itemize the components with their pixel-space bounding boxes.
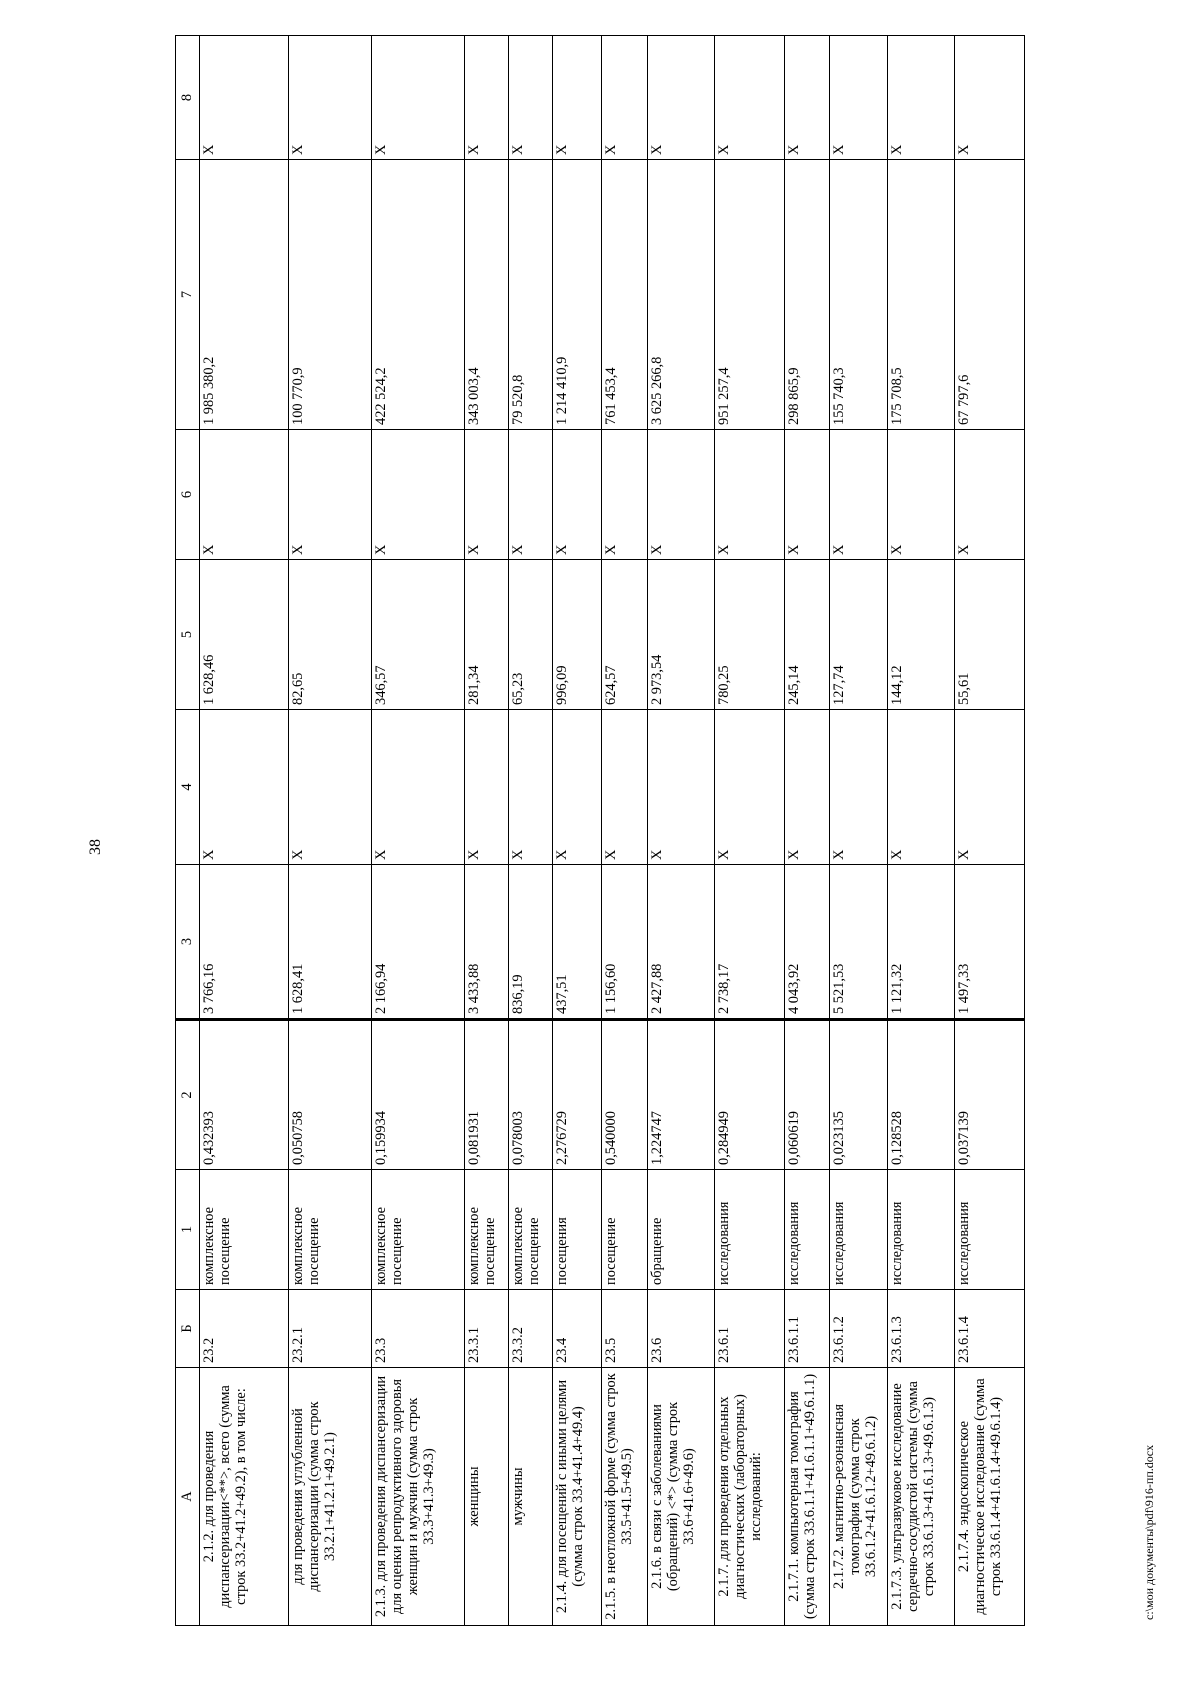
table-cell: исследования [715, 1170, 785, 1290]
header-cell: 8 [176, 36, 200, 160]
table-cell: 23.6.1.2 [830, 1290, 887, 1368]
table-cell: Х [601, 430, 647, 560]
table-cell: Х [830, 36, 887, 160]
table-cell: исследования [830, 1170, 887, 1290]
table-row [601, 36, 647, 1626]
table-cell: 23.3.1 [465, 1290, 509, 1368]
table-cell: 127,74 [830, 560, 887, 710]
header-cell: 1 [176, 1170, 200, 1290]
table-cell: 0,128528 [887, 1020, 955, 1170]
table-cell: Х [199, 430, 288, 560]
table-cell: 2.1.3. для проведения диспансеризации для оценки репродуктивного здоровья женщин и мужчин (сумма строк 33.3+41.3+49.3) [371, 1368, 464, 1626]
table-row [785, 36, 830, 1626]
table-cell: 0,159934 [371, 1020, 464, 1170]
table-cell: 437,51 [553, 865, 601, 1020]
table-cell: 23.6.1.3 [887, 1290, 955, 1368]
table-row [553, 36, 601, 1626]
table-cell: комплексное посещение [465, 1170, 509, 1290]
table-cell: 0,284949 [715, 1020, 785, 1170]
table-cell: 0,081931 [465, 1020, 509, 1170]
table-cell: Х [647, 710, 715, 865]
table-cell: 0,023135 [830, 1020, 887, 1170]
table-cell: исследования [785, 1170, 830, 1290]
table-cell: Х [509, 710, 553, 865]
table-cell: Х [553, 710, 601, 865]
table-cell: 422 524,2 [371, 160, 464, 430]
table-cell: Х [553, 36, 601, 160]
table-cell: 2.1.4. для посещений с иными целями (сумма строк 33.4+41.4+49.4) [553, 1368, 601, 1626]
table-cell: 2,276729 [553, 1020, 601, 1170]
data-table-rotated [175, 36, 1025, 1626]
table-row [887, 36, 955, 1626]
table-cell: Х [785, 430, 830, 560]
table-cell: Х [509, 430, 553, 560]
table-cell: Х [465, 430, 509, 560]
table-cell: Х [955, 36, 1025, 160]
table-cell: 23.6.1 [715, 1290, 785, 1368]
table-cell: Х [288, 430, 371, 560]
table-cell: Х [647, 430, 715, 560]
table-cell: Х [715, 36, 785, 160]
table-cell: исследования [955, 1170, 1025, 1290]
table-cell: Х [465, 710, 509, 865]
table-cell: мужчины [509, 1368, 553, 1626]
table-cell: Х [830, 430, 887, 560]
table-cell: посещения [553, 1170, 601, 1290]
table-cell: 23.6.1.1 [785, 1290, 830, 1368]
table-cell: Х [785, 710, 830, 865]
table-cell: 23.2.1 [288, 1290, 371, 1368]
page-number: 38 [87, 839, 104, 855]
table-cell: 23.4 [553, 1290, 601, 1368]
table-row [199, 36, 288, 1626]
header-cell: 5 [176, 560, 200, 710]
table-cell: Х [715, 430, 785, 560]
table-cell: 343 003,4 [465, 160, 509, 430]
table-cell: 2 973,54 [647, 560, 715, 710]
table-cell: Х [830, 710, 887, 865]
table-cell: Х [887, 430, 955, 560]
table-cell: 836,19 [509, 865, 553, 1020]
table-cell: 2 738,17 [715, 865, 785, 1020]
table-cell: 281,34 [465, 560, 509, 710]
table-cell: Х [288, 710, 371, 865]
table-cell: Х [955, 430, 1025, 560]
header-cell: 4 [176, 710, 200, 865]
table-cell: Х [785, 36, 830, 160]
table-cell: 79 520,8 [509, 160, 553, 430]
footer-path: c:\мои документы\pdf\916-пп.docx [1142, 1444, 1156, 1620]
table-cell: для проведения углубленной диспансеризации (сумма строк 33.2.1+41.2.1+49.2.1) [288, 1368, 371, 1626]
table-cell: Х [371, 36, 464, 160]
table-cell: 2 166,94 [371, 865, 464, 1020]
table-row [955, 36, 1025, 1626]
table-cell: Х [199, 36, 288, 160]
table-cell: 2.1.7.4. эндоскопическое диагностическое исследование (сумма строк 33.6.1.4+41.6.1.4+49.6.1.4) [955, 1368, 1025, 1626]
table-row [465, 36, 509, 1626]
table-cell: 67 797,6 [955, 160, 1025, 430]
table-cell: 4 043,92 [785, 865, 830, 1020]
table-cell: 175 708,5 [887, 160, 955, 430]
table-cell: 1 628,41 [288, 865, 371, 1020]
table-cell: 144,12 [887, 560, 955, 710]
table-cell: 23.3 [371, 1290, 464, 1368]
table-cell: 2.1.7.1. компьютерная томография (сумма строк 33.6.1.1+41.6.1.1+49.6.1.1) [785, 1368, 830, 1626]
table-cell: 23.3.2 [509, 1290, 553, 1368]
header-row [176, 36, 200, 1626]
table-cell: 3 766,16 [199, 865, 288, 1020]
table-cell: 2.1.5. в неотложной форме (сумма строк 33.5+41.5+49.5) [601, 1368, 647, 1626]
table-cell: Х [647, 36, 715, 160]
table-cell: 82,65 [288, 560, 371, 710]
table-cell: комплексное посещение [288, 1170, 371, 1290]
table-cell: Х [553, 430, 601, 560]
table-cell: Х [887, 710, 955, 865]
table-cell: 2 427,88 [647, 865, 715, 1020]
table-cell: 2.1.7. для проведения отдельных диагностических (лабораторных) исследований: [715, 1368, 785, 1626]
header-cell: 3 [176, 865, 200, 1020]
table-cell: 1,224747 [647, 1020, 715, 1170]
table-cell: обращение [647, 1170, 715, 1290]
table-cell: Х [288, 36, 371, 160]
table-cell: 0,037139 [955, 1020, 1025, 1170]
table-cell: 245,14 [785, 560, 830, 710]
table-cell: 780,25 [715, 560, 785, 710]
table-cell: 346,57 [371, 560, 464, 710]
table-cell: Х [509, 36, 553, 160]
table-cell: Х [601, 710, 647, 865]
table-cell: 65,23 [509, 560, 553, 710]
table-cell: Х [465, 36, 509, 160]
table-cell: 23.5 [601, 1290, 647, 1368]
table-cell: 5 521,53 [830, 865, 887, 1020]
table-cell: Х [601, 36, 647, 160]
table-cell: 2.1.6. в связи с заболеваниями (обращений) <*> (сумма строк 33.6+41.6+49.6) [647, 1368, 715, 1626]
table-cell: 1 121,32 [887, 865, 955, 1020]
table-cell: 1 628,46 [199, 560, 288, 710]
table-row [288, 36, 371, 1626]
header-cell: Б [176, 1290, 200, 1368]
table-cell: 155 740,3 [830, 160, 887, 430]
table-cell: 1 497,33 [955, 865, 1025, 1020]
table-row [647, 36, 715, 1626]
table-cell: 951 257,4 [715, 160, 785, 430]
table-cell: 1 985 380,2 [199, 160, 288, 430]
table-cell: Х [715, 710, 785, 865]
header-cell: 2 [176, 1020, 200, 1170]
table-cell: женщины [465, 1368, 509, 1626]
table-cell: Х [371, 430, 464, 560]
table-cell: 23.6.1.4 [955, 1290, 1025, 1368]
table-row [509, 36, 553, 1626]
table-cell: 0,078003 [509, 1020, 553, 1170]
table-cell: 761 453,4 [601, 160, 647, 430]
table-cell: Х [199, 710, 288, 865]
table-cell: комплексное посещение [199, 1170, 288, 1290]
table-cell: исследования [887, 1170, 955, 1290]
data-table [175, 35, 1025, 1626]
table-cell: 2.1.7.3. ультразвуковое исследование сердечно-сосудистой системы (сумма строк 33.6.1.3+41.6.1.3+49.6.1.3) [887, 1368, 955, 1626]
table-cell: 2.1.7.2. магнитно-резонансная томография (сумма строк 33.6.1.2+41.6.1.2+49.6.1.2) [830, 1368, 887, 1626]
table-cell: комплексное посещение [371, 1170, 464, 1290]
table-cell: 23.6 [647, 1290, 715, 1368]
table-cell: Х [955, 710, 1025, 865]
table-row [715, 36, 785, 1626]
table-cell: 624,57 [601, 560, 647, 710]
table-cell: 100 770,9 [288, 160, 371, 430]
table-cell: 996,09 [553, 560, 601, 710]
table-cell: 0,540000 [601, 1020, 647, 1170]
table-cell: 0,050758 [288, 1020, 371, 1170]
table-row [830, 36, 887, 1626]
header-cell: А [176, 1368, 200, 1626]
table-cell: 2.1.2. для проведения диспансеризации<**>, всего (сумма строк 33.2+41.2+49.2), в том числе: [199, 1368, 288, 1626]
header-cell: 7 [176, 160, 200, 430]
table-cell: 3 433,88 [465, 865, 509, 1020]
table-cell: Х [371, 710, 464, 865]
table-cell: комплексное посещение [509, 1170, 553, 1290]
table-cell: посещение [601, 1170, 647, 1290]
table-cell: 3 625 266,8 [647, 160, 715, 430]
table-cell: 0,432393 [199, 1020, 288, 1170]
table-cell: Х [887, 36, 955, 160]
table-cell: 298 865,9 [785, 160, 830, 430]
header-cell: 6 [176, 430, 200, 560]
table-cell: 0,060619 [785, 1020, 830, 1170]
table-cell: 23.2 [199, 1290, 288, 1368]
table-cell: 1 156,60 [601, 865, 647, 1020]
table-row [371, 36, 464, 1626]
table-cell: 1 214 410,9 [553, 160, 601, 430]
table-cell: 55,61 [955, 560, 1025, 710]
